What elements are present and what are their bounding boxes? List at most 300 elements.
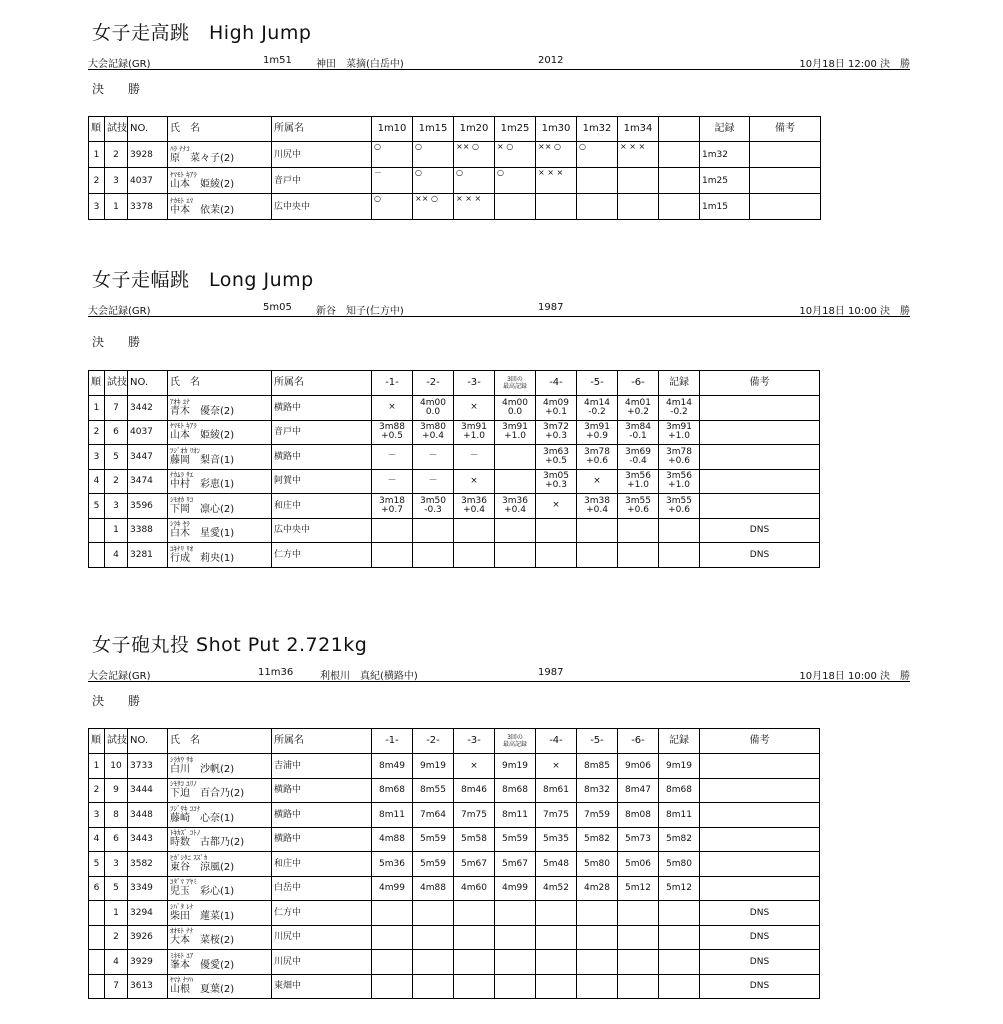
mark-cell xyxy=(454,901,495,926)
trial-order-cell: 6 xyxy=(105,827,128,852)
table-row xyxy=(89,778,820,803)
athlete-kana: ﾔﾏﾓﾄ ｷｱﾗ xyxy=(170,170,197,179)
attempt-cell xyxy=(495,194,536,220)
wind: +1.0 xyxy=(463,431,485,442)
header-height-2: 1m15 xyxy=(413,117,454,142)
note-cell: DNS xyxy=(700,543,820,568)
attempt-cell xyxy=(659,194,700,220)
rank-cell: 3 xyxy=(89,194,105,220)
table-row xyxy=(89,876,820,901)
rank-cell: 2 xyxy=(89,168,105,194)
mark-cell xyxy=(577,396,618,421)
bib-number-cell: 3596 xyxy=(128,494,168,519)
mark-cell xyxy=(454,445,495,470)
mark-cell: 7m64 xyxy=(413,803,454,828)
distance: 3m88 xyxy=(379,422,405,433)
best3-line2: 最高記録 xyxy=(502,383,527,390)
record-year: 1987 xyxy=(538,667,564,678)
distance: 3m63 xyxy=(543,446,569,457)
trial-order-cell: 3 xyxy=(105,168,128,194)
athlete-name: 原 菜々子(2) xyxy=(170,152,235,164)
athlete-name: 山本 姫綾(2) xyxy=(170,178,235,190)
mark-cell xyxy=(372,974,413,999)
trial-order-cell: 4 xyxy=(105,543,128,568)
header-note: 備考 xyxy=(700,371,820,396)
mark-cell xyxy=(618,469,659,494)
attempt-cell: ×× ○ xyxy=(454,142,495,168)
team-cell: 横路中 xyxy=(272,827,372,852)
mark-cell xyxy=(577,925,618,950)
athlete-kana: ｱｵｷ ﾕﾅ xyxy=(170,397,190,406)
mark-cell: 8m32 xyxy=(577,778,618,803)
mark-cell xyxy=(536,396,577,421)
header-round-6: -6- xyxy=(618,371,659,396)
athlete-name-cell xyxy=(168,396,272,421)
mark-cell xyxy=(659,518,700,543)
table-row xyxy=(89,420,820,445)
mark-cell xyxy=(372,901,413,926)
mark-cell xyxy=(577,974,618,999)
mark-cell xyxy=(413,469,454,494)
mark-cell xyxy=(536,518,577,543)
header-no: NO. xyxy=(128,117,168,142)
header-team: 所属名 xyxy=(272,729,372,754)
trial-order-cell: 3 xyxy=(105,494,128,519)
bib-number-cell: 3448 xyxy=(128,803,168,828)
mark-cell: 5m59 xyxy=(495,827,536,852)
attempt-cell: ○ xyxy=(454,168,495,194)
mark-cell xyxy=(618,445,659,470)
mark-cell xyxy=(413,396,454,421)
note-cell xyxy=(700,803,820,828)
header-rank: 順 xyxy=(89,729,105,754)
final-label: 決 勝 xyxy=(92,694,147,708)
wind: +0.3 xyxy=(545,431,567,442)
final-label: 決 勝 xyxy=(92,335,147,349)
note-cell: DNS xyxy=(700,901,820,926)
rank-cell: 4 xyxy=(89,469,105,494)
table-row xyxy=(89,803,820,828)
note-cell xyxy=(700,827,820,852)
distance: 3m18 xyxy=(379,495,405,506)
athlete-name-cell xyxy=(168,876,272,901)
header-rank: 順 xyxy=(89,117,105,142)
wind: 0.0 xyxy=(507,406,523,417)
mark-cell: 4m52 xyxy=(536,876,577,901)
trial-order-cell: 9 xyxy=(105,778,128,803)
long-jump-record-line xyxy=(88,302,910,317)
mark-cell xyxy=(659,420,700,445)
mark-cell: 5m58 xyxy=(454,827,495,852)
athlete-name-cell xyxy=(168,445,272,470)
shot-put-title: 女子砲丸投 Shot Put 2.721kg xyxy=(92,634,368,656)
note-cell xyxy=(750,194,821,220)
mark-cell xyxy=(577,950,618,975)
rank-cell xyxy=(89,925,105,950)
wind: +0.9 xyxy=(586,431,608,442)
athlete-name: 時数 古都乃(2) xyxy=(170,837,245,849)
distance: 3m91 xyxy=(666,422,692,433)
mark-cell: 4m99 xyxy=(372,876,413,901)
header-note: 備考 xyxy=(750,117,821,142)
distance: 3m38 xyxy=(584,495,610,506)
trial-order-cell: 1 xyxy=(105,901,128,926)
mark-cell: 8m68 xyxy=(372,778,413,803)
trial-order-cell: 2 xyxy=(105,142,128,168)
table-row xyxy=(89,974,820,999)
mark-cell xyxy=(536,469,577,494)
note-cell xyxy=(700,778,820,803)
athlete-name-cell xyxy=(168,194,272,220)
athlete-name: 中村 彩恵(1) xyxy=(170,479,235,491)
header-trial: 試技 xyxy=(105,729,128,754)
header-mark: 記録 xyxy=(659,371,700,396)
mark-cell xyxy=(536,950,577,975)
mark-cell xyxy=(372,543,413,568)
wind: -0.1 xyxy=(629,431,647,442)
athlete-kana: ﾅｶﾑﾗ ｻｴ xyxy=(170,471,194,480)
distance: 3m55 xyxy=(625,495,651,506)
header-name: 氏 名 xyxy=(168,371,272,396)
trial-order-cell: 6 xyxy=(105,420,128,445)
distance: 3m56 xyxy=(666,471,692,482)
team-cell: 川尻中 xyxy=(272,950,372,975)
mark-cell: 9m19 xyxy=(659,754,700,779)
high-jump-record-line xyxy=(88,55,910,70)
mark-cell xyxy=(454,518,495,543)
athlete-kana: ｵｵﾓﾄ ﾅﾅ xyxy=(170,927,194,936)
wind: +0.2 xyxy=(627,406,649,417)
mark-cell xyxy=(413,925,454,950)
trial-order-cell: 7 xyxy=(105,974,128,999)
high-jump-results-table xyxy=(88,116,821,220)
mark-cell xyxy=(495,396,536,421)
bib-number-cell: 3582 xyxy=(128,852,168,877)
record-label: 大会記録(GR) xyxy=(88,59,151,70)
attempt-cell: × × × xyxy=(618,142,659,168)
mark-cell xyxy=(577,518,618,543)
trial-order-cell: 5 xyxy=(105,445,128,470)
mark-cell xyxy=(454,974,495,999)
wind: +1.0 xyxy=(668,431,690,442)
header-round-6: -6- xyxy=(618,729,659,754)
mark-cell xyxy=(577,445,618,470)
mark-cell: 4m99 xyxy=(495,876,536,901)
mark-cell xyxy=(495,469,536,494)
mark-cell: 7m75 xyxy=(454,803,495,828)
header-height-3: 1m20 xyxy=(454,117,495,142)
athlete-kana: ﾔﾏﾓﾄ ｷｱﾗ xyxy=(170,422,197,431)
bib-number-cell: 3474 xyxy=(128,469,168,494)
table-row xyxy=(89,494,820,519)
mark-cell: 5m59 xyxy=(413,852,454,877)
note-cell xyxy=(700,396,820,421)
note-cell: DNS xyxy=(700,950,820,975)
team-cell: 和庄中 xyxy=(272,852,372,877)
wind: -0.4 xyxy=(629,455,647,466)
distance: × xyxy=(470,402,478,413)
wind: +1.0 xyxy=(504,431,526,442)
rank-cell: 1 xyxy=(89,142,105,168)
athlete-name-cell xyxy=(168,974,272,999)
wind: +0.6 xyxy=(668,504,690,515)
mark-cell xyxy=(454,543,495,568)
record-year: 2012 xyxy=(538,55,564,66)
header-round-5: -5- xyxy=(577,371,618,396)
bib-number-cell: 3349 xyxy=(128,876,168,901)
team-cell: 仁方中 xyxy=(272,901,372,926)
mark-cell xyxy=(413,974,454,999)
mark-cell: 5m73 xyxy=(618,827,659,852)
team-cell: 広中央中 xyxy=(272,194,372,220)
trial-order-cell: 1 xyxy=(105,194,128,220)
rank-cell xyxy=(89,950,105,975)
distance: － xyxy=(387,451,397,462)
header-round-5: -5- xyxy=(577,729,618,754)
mark-cell: 8m08 xyxy=(618,803,659,828)
table-row xyxy=(89,901,820,926)
rank-cell: 1 xyxy=(89,754,105,779)
team-cell: 横路中 xyxy=(272,396,372,421)
rank-cell: 4 xyxy=(89,827,105,852)
attempt-cell: ×× ○ xyxy=(536,142,577,168)
header-height-1: 1m10 xyxy=(372,117,413,142)
mark-cell xyxy=(618,543,659,568)
team-cell: 川尻中 xyxy=(272,925,372,950)
team-cell: 阿賀中 xyxy=(272,469,372,494)
attempt-cell xyxy=(577,194,618,220)
header-height-7: 1m34 xyxy=(618,117,659,142)
athlete-name: 児玉 彩心(1) xyxy=(170,886,235,898)
athlete-name-cell xyxy=(168,803,272,828)
mark-cell xyxy=(372,950,413,975)
distance: 3m72 xyxy=(543,422,569,433)
mark-cell xyxy=(495,950,536,975)
bib-number-cell: 3281 xyxy=(128,543,168,568)
header-round-3: -3- xyxy=(454,371,495,396)
header-name: 氏 名 xyxy=(168,117,272,142)
mark-cell xyxy=(659,396,700,421)
record-label: 大会記録(GR) xyxy=(88,671,151,682)
athlete-kana: ｼﾗｷ ｾﾗ xyxy=(170,520,190,529)
distance: － xyxy=(428,475,438,486)
athlete-name-cell xyxy=(168,168,272,194)
mark-cell: 5m35 xyxy=(536,827,577,852)
best3-line1: 3回の xyxy=(507,734,523,741)
trial-order-cell: 2 xyxy=(105,925,128,950)
mark-cell: 5m59 xyxy=(413,827,454,852)
attempt-cell xyxy=(577,168,618,194)
attempt-cell: ×× ○ xyxy=(413,194,454,220)
header-round-2: -2- xyxy=(413,371,454,396)
distance: 3m91 xyxy=(461,422,487,433)
mark-cell: 8m49 xyxy=(372,754,413,779)
table-row xyxy=(89,925,820,950)
team-cell: 和庄中 xyxy=(272,494,372,519)
attempt-cell: × ○ xyxy=(495,142,536,168)
trial-order-cell: 1 xyxy=(105,518,128,543)
athlete-kana: ﾋｶﾞｼﾀﾆ ｽｽﾞｶ xyxy=(170,853,208,862)
team-cell: 広中央中 xyxy=(272,518,372,543)
mark-cell: 1m25 xyxy=(700,168,750,194)
mark-cell: 5m82 xyxy=(577,827,618,852)
distance: 3m80 xyxy=(420,422,446,433)
note-cell xyxy=(700,420,820,445)
long-jump-results-table xyxy=(88,370,820,568)
mark-cell xyxy=(413,901,454,926)
mark-cell xyxy=(495,445,536,470)
header-no: NO. xyxy=(128,729,168,754)
header-height-5: 1m30 xyxy=(536,117,577,142)
table-row xyxy=(89,396,820,421)
mark-cell xyxy=(659,494,700,519)
note-cell xyxy=(700,754,820,779)
team-cell: 仁方中 xyxy=(272,543,372,568)
mark-cell xyxy=(659,445,700,470)
mark-cell xyxy=(618,901,659,926)
wind: +1.0 xyxy=(627,480,649,491)
athlete-name-cell xyxy=(168,901,272,926)
mark-cell: 4m28 xyxy=(577,876,618,901)
attempt-cell: － xyxy=(372,168,413,194)
bib-number-cell: 3388 xyxy=(128,518,168,543)
mark-cell xyxy=(495,925,536,950)
note-cell xyxy=(700,852,820,877)
distance: × xyxy=(388,402,396,413)
bib-number-cell: 3733 xyxy=(128,754,168,779)
table-row xyxy=(89,142,821,168)
distance: 3m84 xyxy=(625,422,651,433)
mark-cell xyxy=(659,950,700,975)
rank-cell xyxy=(89,901,105,926)
mark-cell: 5m06 xyxy=(618,852,659,877)
team-cell: 横路中 xyxy=(272,803,372,828)
trial-order-cell: 8 xyxy=(105,803,128,828)
final-label: 決 勝 xyxy=(92,82,147,96)
header-team: 所属名 xyxy=(272,371,372,396)
mark-cell xyxy=(372,420,413,445)
mark-cell xyxy=(413,950,454,975)
wind: +0.4 xyxy=(504,504,526,515)
rank-cell: 2 xyxy=(89,420,105,445)
attempt-cell xyxy=(618,194,659,220)
trial-order-cell: 2 xyxy=(105,469,128,494)
schedule: 10月18日 10:00 決 勝 xyxy=(799,671,910,682)
wind: +0.4 xyxy=(463,504,485,515)
note-cell: DNS xyxy=(700,925,820,950)
mark-cell xyxy=(536,445,577,470)
wind: +0.5 xyxy=(381,431,403,442)
wind: -0.2 xyxy=(588,406,606,417)
distance: 4m14 xyxy=(584,397,610,408)
athlete-name-cell xyxy=(168,494,272,519)
mark-cell xyxy=(577,420,618,445)
rank-cell: 6 xyxy=(89,876,105,901)
athlete-name-cell xyxy=(168,950,272,975)
mark-cell: × xyxy=(536,754,577,779)
rank-cell: 5 xyxy=(89,852,105,877)
mark-cell xyxy=(536,974,577,999)
attempt-cell: ○ xyxy=(577,142,618,168)
record-mark: 5m05 xyxy=(263,302,292,313)
mark-cell xyxy=(495,901,536,926)
attempt-cell: ○ xyxy=(413,142,454,168)
mark-cell xyxy=(659,974,700,999)
best3-line1: 3回の xyxy=(507,376,523,383)
mark-cell: 5m12 xyxy=(659,876,700,901)
header-height-6: 1m32 xyxy=(577,117,618,142)
table-row xyxy=(89,168,821,194)
athlete-name-cell xyxy=(168,925,272,950)
attempt-cell xyxy=(659,168,700,194)
team-cell: 吉浦中 xyxy=(272,754,372,779)
athlete-name: 山本 姫綾(2) xyxy=(170,430,235,442)
attempt-cell xyxy=(536,194,577,220)
mark-cell xyxy=(454,494,495,519)
note-cell: DNS xyxy=(700,518,820,543)
mark-cell xyxy=(618,396,659,421)
table-row xyxy=(89,543,820,568)
trial-order-cell: 7 xyxy=(105,396,128,421)
mark-cell xyxy=(454,925,495,950)
attempt-cell: ○ xyxy=(372,142,413,168)
team-cell: 横路中 xyxy=(272,445,372,470)
wind: -0.3 xyxy=(424,504,442,515)
bib-number-cell: 3378 xyxy=(128,194,168,220)
wind: +0.6 xyxy=(586,455,608,466)
mark-cell xyxy=(659,469,700,494)
mark-cell xyxy=(372,925,413,950)
table-row xyxy=(89,518,820,543)
mark-cell: 8m61 xyxy=(536,778,577,803)
rank-cell: 2 xyxy=(89,778,105,803)
mark-cell: 8m11 xyxy=(659,803,700,828)
mark-cell xyxy=(618,974,659,999)
wind: +1.0 xyxy=(668,480,690,491)
header-height-4: 1m25 xyxy=(495,117,536,142)
note-cell xyxy=(700,445,820,470)
athlete-kana: ｼﾗｶﾜ ｻﾎ xyxy=(170,755,194,764)
mark-cell xyxy=(454,950,495,975)
note-cell xyxy=(700,876,820,901)
mark-cell xyxy=(495,420,536,445)
distance: 4m01 xyxy=(625,397,651,408)
bib-number-cell: 3928 xyxy=(128,142,168,168)
header-best-of-3 xyxy=(495,371,536,396)
table-row xyxy=(89,469,820,494)
distance: 3m36 xyxy=(461,495,487,506)
wind: 0.0 xyxy=(425,406,441,417)
header-no: NO. xyxy=(128,371,168,396)
athlete-kana: ﾐﾈﾓﾄ ﾕｱ xyxy=(170,951,194,960)
wind: +0.5 xyxy=(545,455,567,466)
rank-cell xyxy=(89,974,105,999)
mark-cell: 8m85 xyxy=(577,754,618,779)
mark-cell: 8m46 xyxy=(454,778,495,803)
bib-number-cell: 3447 xyxy=(128,445,168,470)
mark-cell xyxy=(618,950,659,975)
team-cell: 横路中 xyxy=(272,778,372,803)
attempt-cell xyxy=(659,142,700,168)
bib-number-cell: 3444 xyxy=(128,778,168,803)
record-holder: 新谷 知子(仁方中) xyxy=(316,306,404,317)
table-row xyxy=(89,852,820,877)
athlete-kana: ｼﾊﾞﾀ ﾚﾅ xyxy=(170,902,194,911)
wind: +0.6 xyxy=(668,455,690,466)
mark-cell: 5m12 xyxy=(618,876,659,901)
team-cell: 白岳中 xyxy=(272,876,372,901)
best3-line2: 最高記録 xyxy=(502,741,527,748)
